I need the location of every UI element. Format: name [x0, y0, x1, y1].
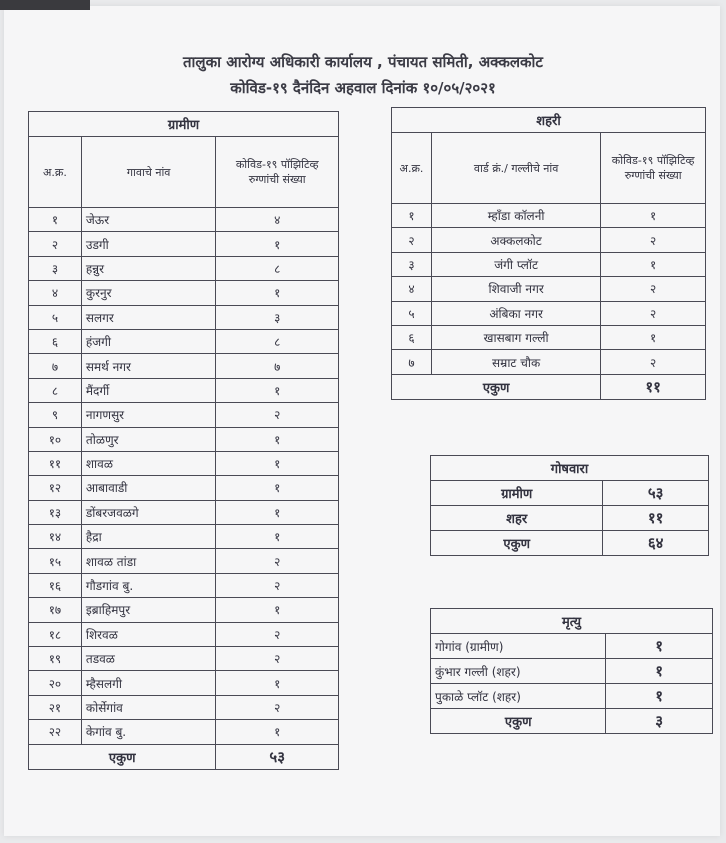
- village-name: मैंदर्गी: [81, 378, 216, 402]
- summary-label: ग्रामीण: [431, 481, 603, 506]
- table-row: [29, 427, 339, 451]
- row-serial: ४: [392, 277, 432, 301]
- positive-count: २: [216, 403, 339, 427]
- row-serial: २१: [29, 695, 82, 719]
- death-count: १: [606, 684, 713, 709]
- positive-count: २: [601, 228, 706, 252]
- village-name: हैद्रा: [81, 525, 216, 549]
- village-name: तोळणुर: [81, 427, 216, 451]
- village-name: शावळ तांडा: [81, 549, 216, 573]
- table-row: [29, 281, 339, 305]
- table-row: [431, 634, 713, 659]
- table-row: [29, 622, 339, 646]
- row-serial: ७: [29, 354, 82, 378]
- death-location: पुकाळे प्लॉट (शहर): [431, 684, 606, 709]
- table-row: [392, 277, 706, 301]
- row-serial: १९: [29, 647, 82, 671]
- table-row: [29, 573, 339, 597]
- table-row: [431, 659, 713, 684]
- table-row: [29, 232, 339, 256]
- positive-count: २: [216, 622, 339, 646]
- table-row: [29, 598, 339, 622]
- positive-count: ८: [216, 329, 339, 353]
- summary-rows: [431, 481, 709, 556]
- row-serial: ८: [29, 378, 82, 402]
- row-serial: १२: [29, 476, 82, 500]
- rural-col-sr: अ.क्र.: [29, 137, 82, 208]
- village-name: म्हैसलगी: [81, 671, 216, 695]
- table-row: [29, 476, 339, 500]
- rural-section-title: ग्रामीण: [29, 112, 339, 137]
- summary-value: ११: [603, 506, 709, 531]
- positive-count: १: [216, 476, 339, 500]
- row-serial: १: [392, 204, 432, 228]
- positive-count: १: [216, 427, 339, 451]
- table-row: [29, 525, 339, 549]
- row-serial: १८: [29, 622, 82, 646]
- table-row: [392, 204, 706, 228]
- village-name: सलगर: [81, 305, 216, 329]
- positive-count: २: [216, 647, 339, 671]
- urban-col-name: वार्ड क्रं./ गल्लीचे नांव: [431, 133, 600, 204]
- row-serial: ६: [392, 325, 432, 349]
- positive-count: १: [601, 204, 706, 228]
- table-row: [392, 228, 706, 252]
- ward-name: शिवाजी नगर: [431, 277, 600, 301]
- urban-total-label: एकुण: [392, 374, 601, 399]
- table-row: [431, 684, 713, 709]
- positive-count: ४: [216, 208, 339, 232]
- ward-name: म्हाँडा कॉलनी: [431, 204, 600, 228]
- positive-count: ८: [216, 256, 339, 280]
- table-row: [29, 695, 339, 719]
- summary-table: [430, 455, 709, 556]
- village-name: आबावाडी: [81, 476, 216, 500]
- row-serial: ३: [29, 256, 82, 280]
- table-row: [392, 301, 706, 325]
- row-serial: १०: [29, 427, 82, 451]
- death-count: १: [606, 634, 713, 659]
- village-name: शिरवळ: [81, 622, 216, 646]
- row-serial: १४: [29, 525, 82, 549]
- rural-rows: [29, 208, 339, 745]
- deaths-total-label: एकुण: [431, 709, 606, 734]
- row-serial: ३: [392, 252, 432, 276]
- table-row: [29, 305, 339, 329]
- row-serial: ५: [392, 301, 432, 325]
- table-row: [392, 350, 706, 374]
- row-serial: २: [29, 232, 82, 256]
- table-row: [29, 403, 339, 427]
- table-row: [29, 720, 339, 744]
- positive-count: १: [601, 325, 706, 349]
- row-serial: १३: [29, 500, 82, 524]
- village-name: शावळ: [81, 451, 216, 475]
- row-serial: ७: [392, 350, 432, 374]
- positive-count: १: [601, 252, 706, 276]
- ward-name: खासबाग गल्ली: [431, 325, 600, 349]
- report-date-title: कोविड-१९ दैनंदिन अहवाल दिनांक १०/०५/२०२१: [230, 79, 496, 97]
- table-row: [392, 325, 706, 349]
- ward-name: सम्राट चौक: [431, 350, 600, 374]
- positive-count: २: [601, 301, 706, 325]
- ward-name: अंबिका नगर: [431, 301, 600, 325]
- row-serial: ६: [29, 329, 82, 353]
- rural-table: [28, 111, 339, 770]
- row-serial: १६: [29, 573, 82, 597]
- deaths-table: [430, 608, 713, 734]
- village-name: उडगी: [81, 232, 216, 256]
- deaths-total-value: ३: [606, 709, 713, 734]
- summary-label: एकुण: [431, 531, 603, 556]
- village-name: हन्नुर: [81, 256, 216, 280]
- positive-count: १: [216, 598, 339, 622]
- background-edge: [0, 0, 90, 10]
- urban-col-sr: अ.क्र.: [392, 133, 432, 204]
- urban-total-value: ११: [601, 374, 706, 399]
- table-row: [29, 378, 339, 402]
- urban-table: [391, 107, 706, 400]
- positive-count: २: [216, 573, 339, 597]
- village-name: हंजगी: [81, 329, 216, 353]
- table-row: [29, 500, 339, 524]
- village-name: जेऊर: [81, 208, 216, 232]
- rural-total-label: एकुण: [29, 744, 216, 769]
- table-row: [29, 256, 339, 280]
- table-row: [29, 354, 339, 378]
- row-serial: २२: [29, 720, 82, 744]
- table-row: [29, 549, 339, 573]
- positive-count: १: [216, 378, 339, 402]
- deaths-rows: [431, 634, 713, 709]
- row-serial: ११: [29, 451, 82, 475]
- death-count: १: [606, 659, 713, 684]
- rural-total-value: ५३: [216, 744, 339, 769]
- positive-count: ७: [216, 354, 339, 378]
- row-serial: १५: [29, 549, 82, 573]
- rural-col-count: कोविड-१९ पॉझिटिव्ह रुग्णांची संख्या: [216, 137, 339, 208]
- summary-label: शहर: [431, 506, 603, 531]
- summary-value: ६४: [603, 531, 709, 556]
- positive-count: ३: [216, 305, 339, 329]
- row-serial: ५: [29, 305, 82, 329]
- table-row: [431, 531, 709, 556]
- table-row: [29, 208, 339, 232]
- summary-value: ५३: [603, 481, 709, 506]
- table-row: [431, 481, 709, 506]
- row-serial: ९: [29, 403, 82, 427]
- village-name: समर्थ नगर: [81, 354, 216, 378]
- row-serial: ४: [29, 281, 82, 305]
- urban-rows: [392, 204, 706, 375]
- deaths-title: मृत्यु: [431, 609, 713, 634]
- row-serial: २: [392, 228, 432, 252]
- table-row: [392, 252, 706, 276]
- village-name: तडवळ: [81, 647, 216, 671]
- village-name: इब्राहिमपुर: [81, 598, 216, 622]
- table-row: [29, 647, 339, 671]
- positive-count: १: [216, 525, 339, 549]
- death-location: कुंभार गल्ली (शहर): [431, 659, 606, 684]
- row-serial: १७: [29, 598, 82, 622]
- urban-section-title: शहरी: [392, 108, 706, 133]
- positive-count: १: [216, 232, 339, 256]
- summary-title: गोषवारा: [431, 456, 709, 481]
- positive-count: १: [216, 500, 339, 524]
- positive-count: १: [216, 281, 339, 305]
- village-name: डोंबरजवळगे: [81, 500, 216, 524]
- positive-count: २: [216, 549, 339, 573]
- positive-count: १: [216, 671, 339, 695]
- positive-count: २: [601, 277, 706, 301]
- ward-name: अक्कलकोट: [431, 228, 600, 252]
- report-office-title: तालुका आरोग्य अधिकारी कार्यालय , पंचायत समिती, अक्कलकोट: [183, 53, 543, 71]
- table-row: [29, 329, 339, 353]
- rural-col-name: गावाचे नांव: [81, 137, 216, 208]
- table-row: [431, 506, 709, 531]
- table-row: [29, 451, 339, 475]
- positive-count: २: [601, 350, 706, 374]
- positive-count: २: [216, 695, 339, 719]
- table-row: [29, 671, 339, 695]
- ward-name: जंगी प्लॉट: [431, 252, 600, 276]
- row-serial: १: [29, 208, 82, 232]
- positive-count: १: [216, 451, 339, 475]
- village-name: केगांव बु.: [81, 720, 216, 744]
- row-serial: २०: [29, 671, 82, 695]
- urban-col-count: कोविड-१९ पॉझिटिव्ह रुग्णांची संख्या: [601, 133, 706, 204]
- village-name: कोर्सेगांव: [81, 695, 216, 719]
- village-name: गौडगांव बु.: [81, 573, 216, 597]
- death-location: गोगांव (ग्रामीण): [431, 634, 606, 659]
- village-name: कुरनुर: [81, 281, 216, 305]
- village-name: नागणसुर: [81, 403, 216, 427]
- positive-count: १: [216, 720, 339, 744]
